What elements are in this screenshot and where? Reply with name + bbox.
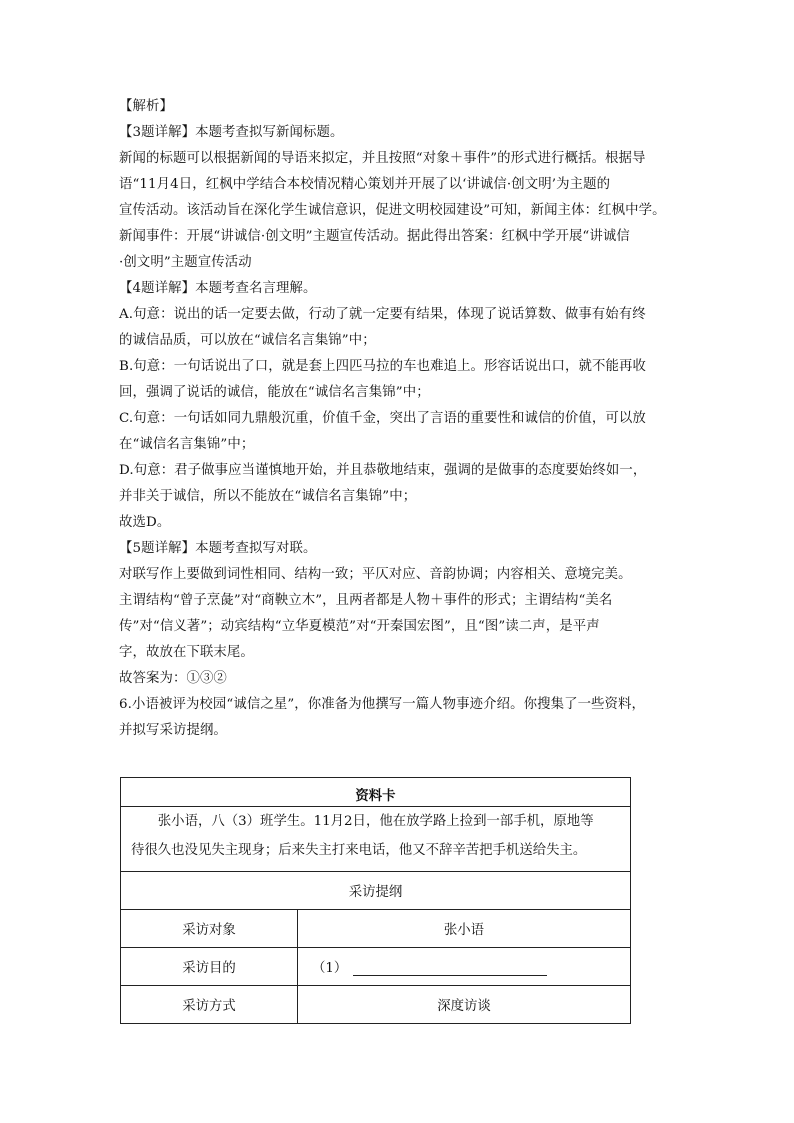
- paragraph-line: 宣传活动。该活动旨在深化学生诚信意识，促进文明校园建设”可知，新闻主体：红枫中学。: [119, 203, 666, 218]
- row-label: 采访对象: [121, 910, 298, 948]
- card-body: [121, 807, 631, 872]
- row-label: 采访目的: [121, 948, 298, 986]
- card-body-line: 张小语，八（3）班学生。11月2日，他在放学路上捡到一部手机，原地等: [157, 814, 594, 829]
- paragraph-line: 语“11月4日，红枫中学结合本校情况精心策划并开展了以‘讲诚信·创文明’为主题的: [119, 177, 611, 192]
- paragraph-line: ·创文明”主题宣传活动: [119, 255, 252, 270]
- paragraph-line: 对联写作上要做到词性相同、结构一致；平仄对应、音韵协调；内容相关、意境完美。: [119, 567, 632, 582]
- answer-blank-line[interactable]: [353, 961, 547, 976]
- paragraph-line: 的诚信品质，可以放在“诚信名言集锦”中；: [119, 333, 376, 348]
- outline-title: 采访提纲: [121, 872, 631, 910]
- row-value: 张小语: [298, 910, 631, 948]
- paragraph-line: C.句意：一句话如同九鼎般沉重，价值千金，突出了言语的重要性和诚信的价值，可以放: [119, 411, 646, 426]
- info-card-table: [120, 777, 631, 1024]
- table-row: [121, 910, 631, 948]
- paragraph-line: 在“诚信名言集锦”中；: [119, 437, 255, 452]
- paragraph-line: 新闻的标题可以根据新闻的导语来拟定，并且按照“对象＋事件”的形式进行概括。根据导: [119, 151, 646, 166]
- paragraph-line: D.句意：君子做事应当谨慎地开始，并且恭敬地结束，强调的是做事的态度要始终如一，: [119, 463, 647, 478]
- answer-analysis: [119, 94, 675, 744]
- q6-prompt: 6.小语被评为校园“诚信之星”，你准备为他撰写一篇人物事迹介绍。你搜集了一些资料，: [119, 697, 646, 712]
- paragraph-line: 新闻事件：开展“讲诚信·创文明”主题宣传活动。据此得出答案：红枫中学开展“讲诚信: [119, 229, 630, 244]
- answer-number: （1）: [312, 961, 348, 976]
- paragraph-line: 传”对“信义著”；动宾结构“立华夏模范”对“开秦国宏图”，且“图”读二声，是平声: [119, 619, 600, 634]
- q3-heading: 【3题详解】本题考查拟写新闻标题。: [119, 125, 344, 140]
- q5-heading: 【5题详解】本题考查拟写对联。: [119, 541, 317, 556]
- paragraph-line: 回，强调了说话的诚信，能放在“诚信名言集锦”中；: [119, 385, 430, 400]
- paragraph-line: 故答案为：①③②: [119, 671, 227, 686]
- q6-prompt: 并拟写采访提纲。: [119, 723, 227, 738]
- section-heading: 【解析】: [119, 99, 173, 114]
- card-body-line: 待很久也没见失主现身；后来失主打来电话，他又不辞辛苦把手机送给失主。: [131, 843, 587, 858]
- row-value: 深度访谈: [298, 986, 631, 1024]
- paragraph-line: A.句意：说出的话一定要去做，行动了就一定要有结果，体现了说话算数、做事有始有终: [119, 307, 646, 322]
- row-label: 采访方式: [121, 986, 298, 1024]
- purpose-answer-cell: [298, 948, 631, 986]
- q4-heading: 【4题详解】本题考查名言理解。: [119, 281, 317, 296]
- paragraph-line: 字，故放在下联末尾。: [119, 645, 254, 660]
- table-row: [121, 986, 631, 1024]
- paragraph-line: B.句意：一句话说出了口，就是套上四匹马拉的车也难追上。形容话说出口，就不能再收: [119, 359, 646, 374]
- card-title: 资料卡: [121, 778, 631, 807]
- paragraph-line: 并非关于诚信，所以不能放在“诚信名言集锦”中；: [119, 489, 417, 504]
- paragraph-line: 主谓结构“曾子烹彘”对“商鞅立木”，且两者都是人物＋事件的形式；主谓结构“美名: [119, 593, 613, 608]
- table-row: [121, 948, 631, 986]
- paragraph-line: 故选D。: [119, 515, 171, 530]
